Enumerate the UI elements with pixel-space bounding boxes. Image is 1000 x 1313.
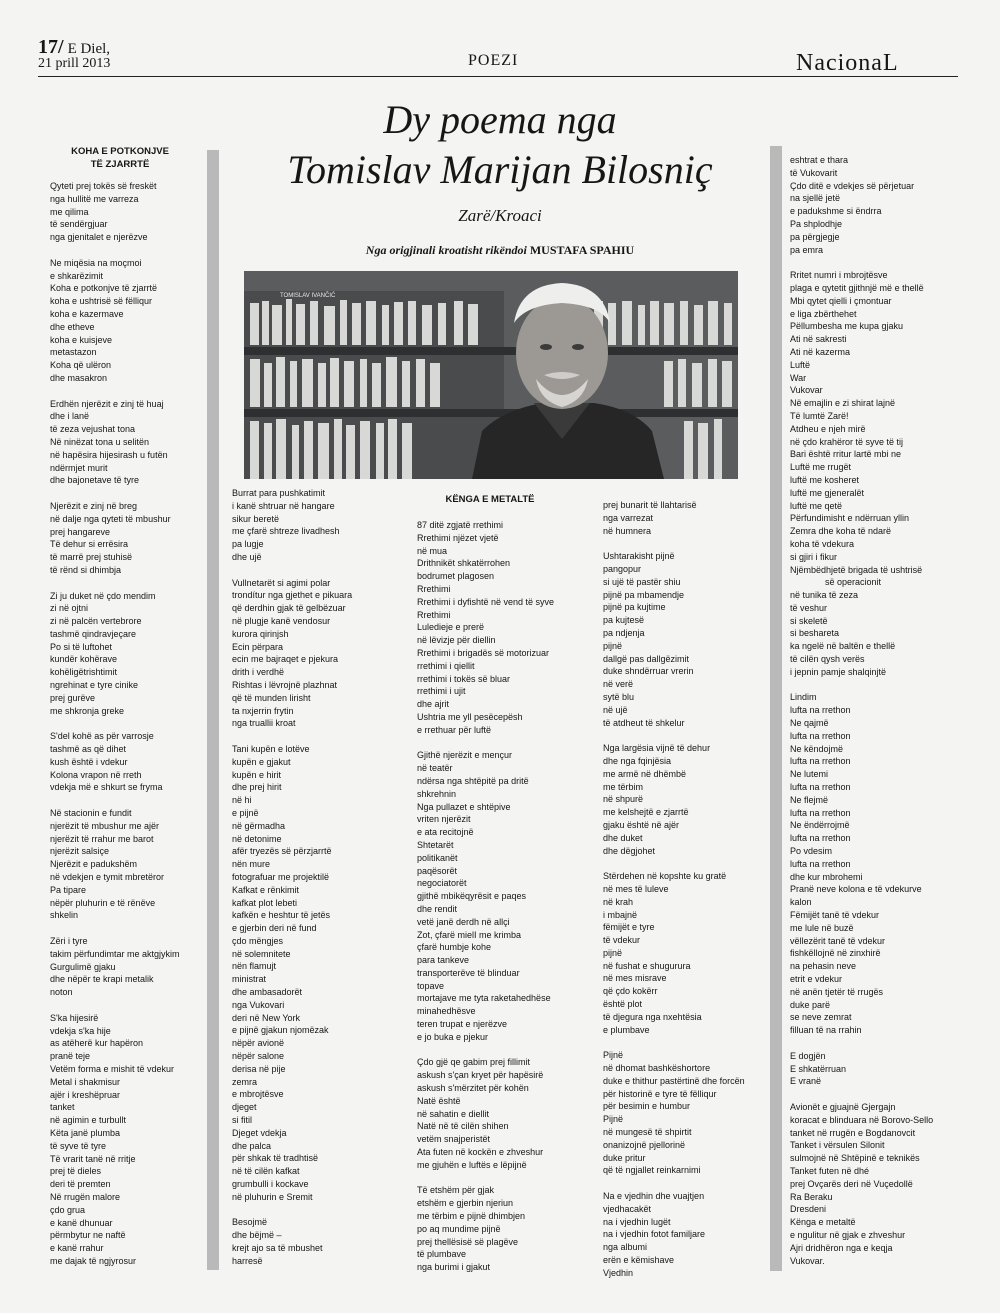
translator-name: MUSTAFA SPAHIU [529,243,635,257]
article-title-line1: Dy poema nga [383,97,617,142]
weekday: E Diel, [67,41,111,57]
poem2-title: KËNGA E METALTË [445,494,535,505]
header-rule [38,76,958,77]
author-photo [244,271,738,479]
section-name: POEZI [468,52,519,69]
poem1-column2: Burrat para pushkatimit i kanë shtruar në hangare sikur beretë me çfarë shtreze livadhesh pa lugje dhe ujë Vullnetarët si agimi polar trondítur nga gjethet e pikuara që derdhin gjak të gelbëzuar në plugje kanë vendosur kurora qirinjsh Ecin përpara ecin me bajraqet e pjekura drith i verdhë Rishtas i lëvrojnë plazhnat që të munden lirisht ta nxjerrin frytin nga truallii kroat Tani kupën e lotëve kupën e gjakut kupën e hirit dhe prej hirit në hi e pijnë në gërmadha në detonime afër tryezës së përzjarrtë nën mure fotografuar me projektilë Kafkat e rënkimit kafkat plot lebeti kafkën e heshtur të jetës e gjerbin deri në fund çdo mëngjes në solemnitete nën flamujt ministrat dhe ambasadorët nga Vukovari deri në New York e pijnë gjakun njomëzak nëpër avionë nëpër salone derisa në pije zemra e mbrojtësve djeget si fitil Djeget vdekja dhe palca për shkak të tradhtisë në të cilën kafkat grumbulli i kockave në pluhurin e Sremit Besojmë dhe bëjmë – krejt ajo sa të mbushet harresë [232,488,353,1266]
article-title-line2: Tomislav Marijan Bilosniç [287,147,713,192]
author-origin: Zarë/Kroaci [458,206,542,225]
issue-date: 21 prill 2013 [38,56,111,71]
column-bar-right [770,146,782,1271]
poem1-column1: Qyteti prej tokës së freskët nga hullitë me varreza me qilima të sendërgjuar nga gjenitalet e njerëzve Ne miqësia na moçmoi e shkarëzimit Koha e potkonjve të zjarrtë koha e ushtrisë së fëlliqur koha e kazermave dhe etheve koha e kuisjeve metastazon Koha që ulëron dhe masakron Erdhën njerëzit e zinj të huaj dhe i lanë të zeza vejushat tona Në ninëzat tona u selitën në hapësira hijesirash u futën ndërmjet murit dhe bajonetave të tyre Njerëzit e zinj në breg në dalje nga qyteti të mbushur prej hangareve Të dehur si errësira të marrë prej stuhisë të rënd si dhimbja Zi ju duket në çdo mendim zi në ojtni zi në palcën vertebrore tashmë qindravjeçare Po si të luftohet kundër kohërave kohëligëtrishtimit ngrehinat e tyre cinike prej gurëve me shkronja greke S'del kohë as për varrosje tashmë as që dihet kush është i vdekur Kolona vrapon në rreth vdekja më e shkurt se fryma Në stacionin e fundit njerëzit të mbushur me ajër njerëzit të rrahur me barot njerëzit salsiçe Njerëzit e padukshëm në vdekjen e tymit mbretëror Pa tipare nëpër pluhurin e të rënëve shkelin Zëri i tyre takim përfundimtar me aktgjykim Gurgulimë gjaku dhe nëpër te krapi metalik noton S'ka hijesirë vdekja s'ka hije as atëherë kur hapëron pranë teje Vetëm forma e mishit të vdekur Metal i shakmisur ajër i kreshëpruar tanket në agimin e turbullt Këta janë plumba të syve të tyre Të vrarit tanë në rritje prej të dieles deri të premten Në rrugën malore çdo grua e kanë dhunuar përmbytur ne naftë e kanë rrahur me dajak të ngjyrosur [50,181,180,1266]
book-spine-label: TOMISLAV IVANČIĆ [280,293,336,299]
translator-credit: Nga origjinali kroatisht rikëndoi MUSTAFA SPAHIU [365,243,635,257]
page-number: 17/ E Diel, [38,36,111,58]
column-bar-left [207,150,219,1270]
newspaper-name: NacionaL [796,50,899,76]
poem2-column1: 87 ditë zgjatë rrethimi Rrethimi njëzet vjetë në mua Drithnikët shkatërrohen bodrumet plagosen Rrethimi Rrethimi i dyfishtë në vend të syve Rrethimi Luledieje e prerë në lëvizje për diellin Rrethimi i brigadës së motorizuar rrethimi i qiellit rrethimi i tokës së bluar rrethimi i ujit dhe ajrit Ushtria me yll pesëcepësh e rrethuar për luftë Gjithë njerëzit e mençur në teatër ndërsa nga shtëpitë pa dritë shkrehnin Nga pullazet e shtëpive vriten njerëzit e ata recitojnë Shtetarët politikanët paqësorët negociatorët gjithë mbikëqyrësit e paqes dhe rendit vetë janë derdh në allçi Zot, çfarë mielI me krimba çfarë humbje kohe para tankeve transporterëve të blinduar topave mortajave me tyta raketahedhëse minahedhësve teren trupat e njerëzve e jo buka e pjekur Çdo gjë qe gabim prej fillimit askush s'çan kryet për hapësirë askush s'mërzitet për kohën Natë është në sahatin e diellit Natë në të cilën shihen vetëm snajperistët Ata futen në kockën e zhveshur me gjuhën e luftës e lëpijnë Të etshëm për gjak etshëm e gjerbin njeriun me tërbim e pijnë dhimbjen po aq mundime pijnë prej thellësisë së plagëve të plumbave nga burimi i gjakut [417,520,555,1273]
poem2-column2: prej bunarit të llahtarisë nga varrezat në humnera Ushtarakisht pijnë pangopur si ujë të pastër shiu pijnë pa mbamendje pijnë pa kujtime pa kujtesë pa ndjenja pijnë dallgë pas dallgëzimit duke shndërruar vrerin në verë sytë blu në ujë të atdheut të shkelur Nga largësia vijnë të dehur dhe nga fqinjësia me armë në dhëmbë me tërbim në shpurë me kelshejtë e zjarrtë gjaku është në ajër dhe duket dhe dëgjohet Stërdehen në kopshte ku gratë në mes të luleve në krah i mbajnë fëmijët e tyre të vdekur pijnë në fushat e shugurura në mes misrave që çdo kokërr është plot të djegura nga nxehtësia e plumbave Pijnë në dhomat bashkëshortore duke e thithur pastërtinë dhe forcën për historinë e tyre të fëlliqur për besimin e humbur Pijnë në mungesë të shpirtit onanizojnë pjellorinë duke pritur që të ngjallet reinkarnimi Na e vjedhin dhe vuajtjen vjedhacakët na i vjedhin lugët na i vjedhin fotot familjare nga albumi erën e këmishave Vjedhin [603,500,745,1278]
poem2-column3: eshtrat e thara të Vukovarit Çdo ditë e vdekjes së përjetuar na sjellë jetë e padukshme si ëndrra Pa shplodhje pa përgjegje pa emra Rritet numri i mbrojtësve plaga e qytetit gjithnjë më e thellë Mbi qytet qielli i çmontuar e liga zbërthehet Pëllumbesha me kupa gjaku Ati në sakresti Ati në kazerma Luftë War Vukovar Në emajlin e zi shirat lajnë Të lumtë Zarë! Atdheu e njeh mirë në çdo krahëror të syve të tij Bari është rritur lartë mbi ne Luftë me rrugët luftë me kosheret luftë me gjeneralët luftë me qetë Përfundimisht e ndërruan yllin Zemra dhe koha të ndarë koha të vdekura si gjiri i fikur Njëmbëdhjetë brigada të ushtrisë së operacionit në tunika të zeza të veshur si skeletë si beshareta ka ngelë në baltën e thellë të cilën qysh verës i jepnin pamje shalqinjtë Lindim lufta na rrethon Ne qajmë lufta na rrethon Ne këndojmë lufta na rrethon Ne lutemi lufta na rrethon Ne flejmë lufta na rrethon Ne ëndërrojmë lufta na rrethon Po vdesim lufta na rrethon dhe kur mbrohemi Pranë neve kolona e të vdekurve kalon Fëmijët tanë të vdekur me lule në buzë vëllezërit tanë të vdekur fishkëllojnë në zinxhirë na pehasin neve etrit e vdekur në anën tjetër të rrugës duke parë se neve zemrat filluan të na rrahin E dogjën E shkatërruan E vranë Avionët e gjuajnë Gjergajn koracat e blinduara në Borovo-Sello tanket në rrugën e Bogdanovcit Tanket i vërsulen Silonit sulmojnë në Shtëpinë e teknikës Tanket futen në dhé prej Ovçarës deri në Vuçedollë Ra Beraku Dresdeni Kënga e metaltë e ngulitur në gjak e zhveshur Ajri dridhëron nga e keqja Vukovar. [790,155,934,1266]
poem1-title: KOHA E POTKONJVE TË ZJARRTË [71,146,169,170]
